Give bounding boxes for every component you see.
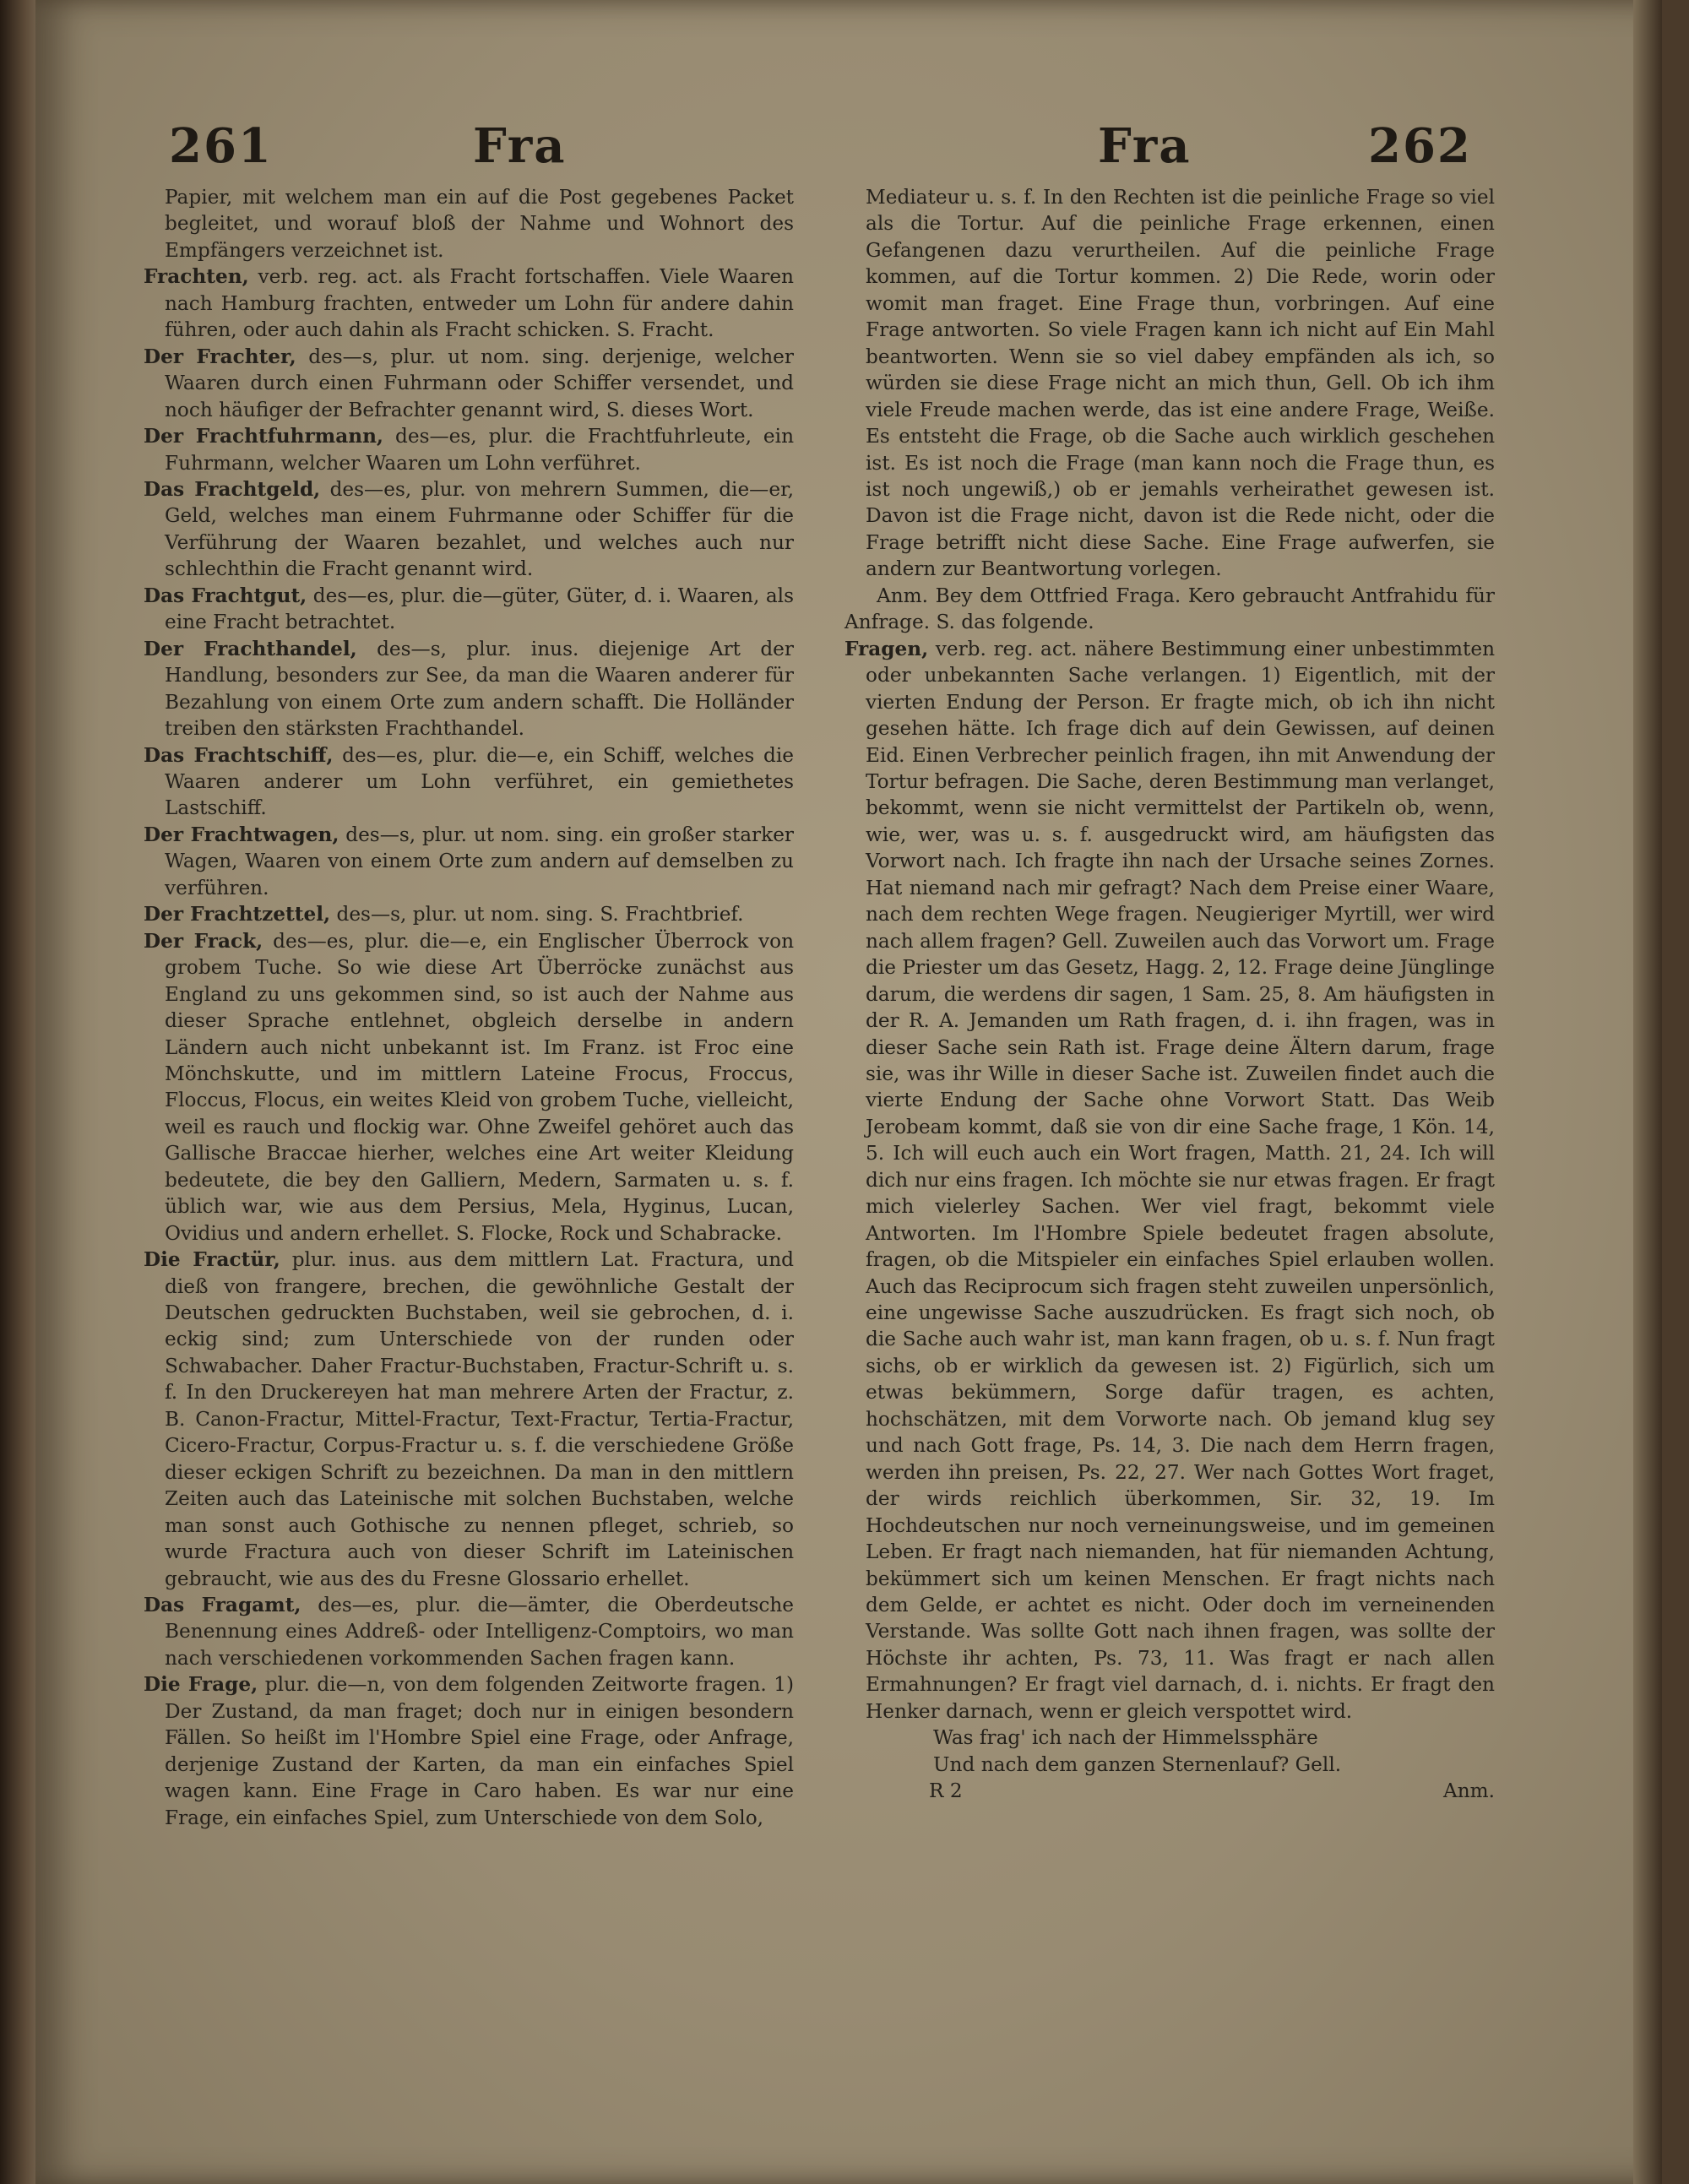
dictionary-entry xyxy=(844,636,1495,1725)
dictionary-entry xyxy=(144,1671,794,1831)
entry-definition: verb. reg. act. als Fracht fortschaffen. Viele Waaren nach Hamburg frachten, entweder um Lohn für andere dahin führen, oder auch dahin als Fracht schicken. S. Fracht. xyxy=(165,265,794,342)
left-entry-list xyxy=(144,263,794,1831)
entry-headword: Die Frage, xyxy=(144,1673,258,1697)
dictionary-entry xyxy=(144,1247,794,1592)
entry-headword: Der Frachter, xyxy=(144,345,296,368)
entry-definition: plur. inus. aus dem mittlern Lat. Fractura, und dieß von frangere, brechen, die gewöhnliche Gestalt der Deutschen gedruckten Buchstaben, weil sie gebrochen, d. i. eckig sind; zum Unterschiede von der runden oder Schwabacher. Daher Fractur-Buchstaben, Fractur-Schrift u. s. f. In den Druckereyen hat man mehrere Arten der Fractur, z. B. Canon-Fractur, Mittel-Fractur, Text-Fractur, Tertia-Fractur, Cicero-Fractur, Corpus-Fractur u. s. f. die verschiedene Größe dieser eckigen Schrift zu bezeichnen. Da man in den mittlern Zeiten auch das Lateinische mit solchen Buchstaben, welche man sonst auch Gothische zu nennen pfleget, schrieb, so wurde Fractura auch von dieser Schrift im Lateinischen gebraucht, wie aus des du Fresne Glossario erhellet. xyxy=(165,1248,794,1590)
entry-definition: des—s, plur. inus. diejenige Art der Handlung, besonders zur See, da man die Waaren anderer für Bezahlung von einem Orte zum andern schafft. Die Holländer treiben den stärksten Frachthandel. xyxy=(165,637,794,741)
entry-headword: Der Frachtwagen, xyxy=(144,823,339,846)
entry-headword: Frachten, xyxy=(144,265,249,289)
right-column xyxy=(844,184,1495,1805)
page-number-left: 261 xyxy=(169,118,273,174)
dictionary-entry xyxy=(144,901,794,927)
entry-headword: Das Frachtgut, xyxy=(144,584,307,607)
signature-mark: R 2 xyxy=(929,1779,963,1803)
entry-definition: des—es, plur. die Frachtfuhrleute, ein Fuhrmann, welcher Waaren um Lohn verführet. xyxy=(165,425,795,475)
page-edge xyxy=(1633,0,1662,2184)
entry-headword: Das Frachtgeld, xyxy=(144,477,321,501)
catchword: Anm. xyxy=(1442,1779,1495,1803)
dictionary-entry xyxy=(144,636,794,742)
entry-definition: des—s, plur. ut nom. sing. derjenige, welcher Waaren durch einen Fuhrmann oder Schiffer versendet, und noch häufiger der Befrachter genannt wird, S. dieses Wort. xyxy=(165,345,794,421)
dictionary-entry xyxy=(144,263,794,343)
entry-definition: des—es, plur. von mehrern Summen, die—er, Geld, welches man einem Fuhrmanne oder Schiffer für die Verführung der Waaren bezahlet, und welches auch nur schlechthin die Fracht genannt wird. xyxy=(165,477,794,581)
entry-definition: des—es, plur. die—e, ein Englischer Überrock von grobem Tuche. So wie diese Art Überröcke zunächst aus England zu uns gekommen sind, so ist auch der Nahme aus dieser Sprache entlehnet, obgleich derselbe in andern Ländern auch nicht unbekannt ist. Im Franz. ist Froc eine Mönchskutte, und im mittlern Lateine Frocus, Froccus, Floccus, Flocus, ein weites Kleid von grobem Tuche, vielleicht, weil es rauch und flockig war. Ohne Zweifel gehöret auch das Gallische Braccae hierher, welches eine Art weiter Kleidung bedeutete, die bey den Galliern, Medern, Sarmaten u. s. f. üblich war, wie aus dem Persius, Mela, Hyginus, Lucan, Ovidius und andern erhellet. S. Flocke, Rock und Schabracke. xyxy=(165,929,795,1245)
entry-headword: Der Frachtfuhrmann, xyxy=(144,425,384,448)
poem-line: Und nach dem ganzen Sternenlauf? Gell. xyxy=(933,1752,1342,1776)
dictionary-entry xyxy=(144,822,794,901)
annotation-note: Anm. Bey dem Ottfried Fraga. Kero gebraucht Antfrahidu für Anfrage. S. das folgende. xyxy=(844,584,1495,634)
running-head-left: Fra xyxy=(473,118,567,174)
entry-definition: des—s, plur. ut nom. sing. ein großer starker Wagen, Waaren von einem Orte zum andern auf demselben zu verführen. xyxy=(165,823,794,899)
entry-headword: Das Fragamt, xyxy=(144,1594,301,1617)
entry-definition: plur. die—n, von dem folgenden Zeitworte fragen. 1) Der Zustand, da man fraget; doch nur in einigen besondern Fällen. So heißt im l'Hombre Spiel eine Frage, oder Anfrage, derjenige Zustand der Karten, da man ein einfaches Spiel wagen kann. Eine Frage in Caro haben. Es war nur eine Frage, ein einfaches Spiel, zum Unterschiede von dem Solo, xyxy=(165,1673,794,1829)
page-number-right: 262 xyxy=(1368,118,1472,174)
entry-headword: Der Frachthandel, xyxy=(144,637,357,660)
dictionary-entry xyxy=(144,928,794,1247)
page-footer xyxy=(844,1778,1495,1804)
poem-line: Was frag' ich nach der Himmelssphäre xyxy=(933,1726,1318,1750)
entry-definition: des—s, plur. ut nom. sing. S. Frachtbrief. xyxy=(336,903,744,926)
entry-headword: Der Frack, xyxy=(144,929,263,953)
dictionary-entry xyxy=(144,1592,794,1671)
entry-definition: verb. reg. act. nähere Bestimmung einer unbestimmten oder unbekannten Sache verlangen. 1) Eigentlich, mit der vierten Endung der Person. Er fragte mich, ob ich ihn nicht gesehen hätte. Ich frage dich auf dein Gewissen, auf deinen Eid. Einen Verbrecher peinlich fragen, ihn mit Anwendung der Tortur befragen. Die Sache, deren Bestimmung man verlanget, bekommt, wenn sie nicht vermittelst der Partikeln ob, wenn, wie, wer, was u. s. f. ausgedruckt wird, am häufigsten das Vorwort nach. Ich fragte ihn nach der Ursache seines Zornes. Hat niemand nach mir gefragt? Nach dem Preise einer Waare, nach dem rechten Wege fragen. Neugieriger Myrtill, wer wird nach allem fragen? Gell. Zuweilen auch das Vorwort um. Frage die Priester um das Gesetz, Hagg. 2, 12. Frage deine Jünglinge darum, die werdens dir sagen, 1 Sam. 25, 8. Am häufigsten in der R. A. Jemanden um Rath fragen, d. i. ihn fragen, was in dieser Sache sein Rath ist. Frage deine Ältern darum, frage sie, was ihr Wille in dieser Sache ist. Zuweilen findet auch die vierte Endung der Sache ohne Vorwort Statt. Das Weib Jerobeam kommt, daß sie von dir eine Sache frage, 1 Kön. 14, 5. Ich will euch auch ein Wort fragen, Matth. 21, 24. Ich will dich nur eins fragen. Ich möchte sie nur etwas fragen. Er fragt mich vielerley Sachen. Wer viel fragt, bekommt viele Antworten. Im l'Hombre Spiele bedeutet fragen absolute, fragen, ob die Mitspieler ein einfaches Spiel erlauben wollen. Auch das Reciprocum sich fragen steht zuweilen unpersönlich, eine ungewisse Sache auszudrücken. Es fragt sich noch, ob die Sache auch wahr ist, man kann fragen, ob u. s. f. Nun fragt sichs, ob er wirklich da gewesen ist. 2) Figürlich, sich um etwas bekümmern, Sorge dafür tragen, es achten, hochschätzen, mit dem Vorworte nach. Ob jemand klug sey und nach Gott frage, Ps. 14, 3. Die nach dem Herrn fragen, werden ihn preisen, Ps. 22, 27. Wer nach Gottes Wort fraget, der wirds reichlich überkommen, Sir. 32, 19. Im Hochdeutschen nur noch verneinungsweise, und im gemeinen Leben. Er fragt nach niemanden, hat für niemanden Achtung, bekümmert sich um keinen Menschen. Er fragt nichts nach dem Gelde, er achtet es nicht. Oder doch im verneinenden Verstande. Was sollte Gott nach ihnen fragen, was sollte der Höchste ihr achten, Ps. 73, 11. Was fragt er nach allen Ermahnungen? Er fragt viel darnach, d. i. nichts. Er fragt den Henker darnach, wenn er gleich verspottet wird. xyxy=(866,637,1496,1723)
continuation-text: Papier, mit welchem man ein auf die Post gegebenes Packet begleitet, und worauf bloß der Nahme und Wohnort des Empfängers verzeichnet ist. xyxy=(165,186,794,262)
continuation-text: Mediateur u. s. f. In den Rechten ist die peinliche Frage so viel als die Tortur. Auf die peinliche Frage erkennen, einen Gefangenen dazu verurtheilen. Auf die peinliche Frage kommen, auf die Tortur kommen. 2) Die Rede, worin oder womit man fraget. Eine Frage thun, vorbringen. Auf eine Frage antworten. So viele Fragen kann ich nicht auf Ein Mahl beantworten. Wenn sie so viel dabey empfänden als ich, so würden sie diese Frage nicht an mich thun, Gell. Ob ich ihm viele Freude machen werde, das ist eine andere Frage, Weiße. Es entsteht die Frage, ob die Sache auch wirklich geschehen ist. Es ist noch die Frage (man kann noch die Frage thun, es ist noch ungewiß,) ob er jemahls verheirathet gewesen ist. Davon ist die Frage nicht, davon ist die Rede nicht, oder die Frage betrifft nicht diese Sache. Eine Frage aufwerfen, sie andern zur Beantwortung vorlegen. xyxy=(866,186,1495,581)
dictionary-entry xyxy=(144,423,794,476)
entry-headword: Das Frachtschiff, xyxy=(144,743,334,767)
entry-definition: des—es, plur. die—ämter, die Oberdeutsche Benennung eines Addreß- oder Intelligenz-Comptoirs, wo man nach verschiedenen vorkommenden Sachen fragen kann. xyxy=(165,1594,794,1670)
entry-definition: des—es, plur. die—güter, Güter, d. i. Waaren, als eine Fracht betrachtet. xyxy=(165,584,794,634)
entry-headword: Der Frachtzettel, xyxy=(144,903,331,926)
entry-definition: des—es, plur. die—e, ein Schiff, welches die Waaren anderer um Lohn verführet, ein gemiethetes Lastschiff. xyxy=(165,743,794,820)
dictionary-entry xyxy=(144,583,794,636)
running-head-right: Fra xyxy=(1098,118,1192,174)
entry-headword: Fragen, xyxy=(844,637,929,660)
dictionary-entry xyxy=(144,476,794,583)
entry-headword: Die Fractür, xyxy=(144,1248,280,1272)
dictionary-entry xyxy=(144,742,794,822)
left-column xyxy=(144,184,794,1831)
dictionary-entry xyxy=(144,344,794,423)
